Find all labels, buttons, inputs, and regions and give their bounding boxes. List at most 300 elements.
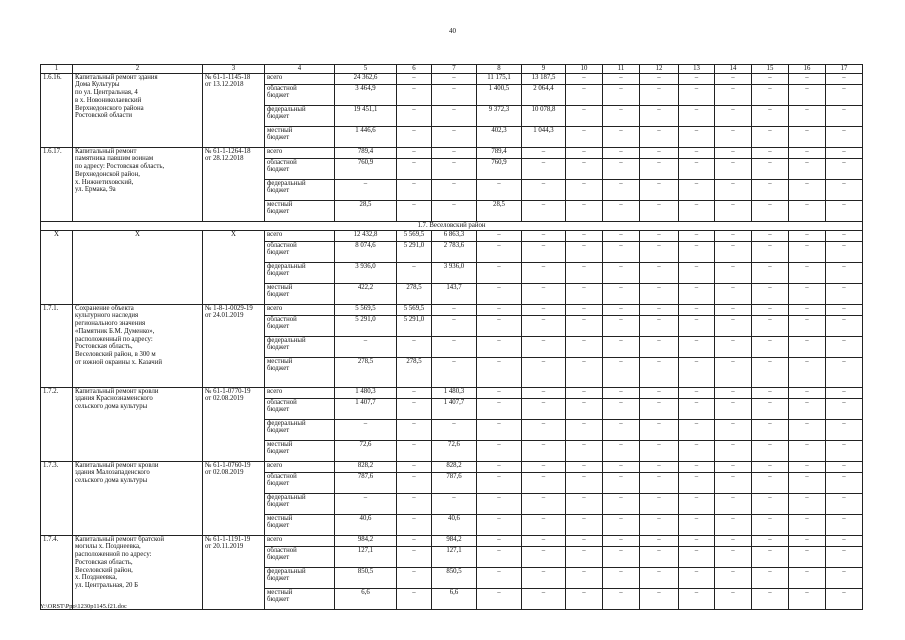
amount-cell: – [477,283,522,304]
column-number: 10 [566,65,603,74]
amount-cell: – [522,514,566,535]
amount-cell: – [752,304,789,315]
amount-cell: – [715,147,752,158]
amount-cell: – [522,230,566,241]
amount-cell: – [566,535,603,546]
section-row [41,221,863,230]
amount-cell: – [432,200,477,221]
amount-cell: 6 863,3 [432,230,477,241]
amount-cell: – [789,588,826,609]
item-number: 1.6.17. [41,147,73,221]
amount-cell: – [477,546,522,567]
funding-source: местный бюджет [265,440,335,461]
amount-cell: – [640,461,679,472]
amount-cell: – [477,398,522,419]
amount-cell: – [715,283,752,304]
amount-cell: – [679,514,715,535]
amount-cell: – [826,567,863,588]
amount-cell: – [640,179,679,200]
amount-cell: – [640,546,679,567]
amount-cell: – [640,387,679,398]
amount-cell: – [603,73,640,84]
amount-cell: – [522,336,566,357]
table-row [41,230,863,241]
amount-cell: – [335,493,397,514]
item-number: 1.6.16. [41,73,73,147]
amount-cell: – [522,179,566,200]
amount-cell: – [397,387,432,398]
amount-cell: – [566,567,603,588]
funding-source: всего [265,73,335,84]
amount-cell: – [432,304,477,315]
amount-cell: 40,6 [432,514,477,535]
amount-cell: – [789,304,826,315]
amount-cell: – [752,535,789,546]
amount-cell: – [715,241,752,262]
item-name: Х [73,230,203,304]
item-document: № 61-1-1264-18 от 28.12.2018 [203,147,265,221]
amount-cell: – [522,304,566,315]
amount-cell: – [679,73,715,84]
funding-source: областной бюджет [265,546,335,567]
amount-cell: – [522,315,566,336]
amount-cell: – [603,336,640,357]
amount-cell: – [752,315,789,336]
amount-cell: – [826,200,863,221]
amount-cell: – [640,230,679,241]
amount-cell: – [679,105,715,126]
amount-cell: – [789,440,826,461]
amount-cell: – [752,283,789,304]
amount-cell: – [640,315,679,336]
amount-cell: – [522,387,566,398]
amount-cell: – [715,262,752,283]
amount-cell: 127,1 [432,546,477,567]
funding-source: местный бюджет [265,588,335,609]
amount-cell: 828,2 [335,461,397,472]
amount-cell: – [522,567,566,588]
amount-cell: 5 291,0 [397,315,432,336]
amount-cell: – [566,514,603,535]
amount-cell: 1 044,3 [522,126,566,147]
amount-cell: – [752,567,789,588]
amount-cell: – [826,84,863,105]
column-number: 9 [522,65,566,74]
amount-cell: – [789,357,826,387]
amount-cell: – [679,126,715,147]
amount-cell: – [603,588,640,609]
item-name: Сохранение объекта культурного наследия регионального значения «Памятник Б.М. Думенко», расположенный по адресу: Ростовская область, Веселовский район, в 300 м от южной окраины х. Казачий [73,304,203,387]
amount-cell: 760,9 [335,158,397,179]
amount-cell: – [522,588,566,609]
amount-cell: – [752,546,789,567]
funding-source: федеральный бюджет [265,567,335,588]
amount-cell: – [603,105,640,126]
amount-cell: – [566,126,603,147]
amount-cell: – [752,398,789,419]
amount-cell: – [715,200,752,221]
amount-cell: – [477,241,522,262]
item-number: Х [41,230,73,304]
column-number: 13 [679,65,715,74]
table-row [41,73,863,84]
column-number: 6 [397,65,432,74]
amount-cell: – [679,535,715,546]
amount-cell: – [789,262,826,283]
funding-source: областной бюджет [265,84,335,105]
amount-cell: – [566,304,603,315]
amount-cell: – [397,126,432,147]
amount-cell: – [432,105,477,126]
funding-source: местный бюджет [265,283,335,304]
amount-cell: – [640,158,679,179]
amount-cell: – [715,230,752,241]
amount-cell: – [679,493,715,514]
amount-cell: – [432,126,477,147]
amount-cell: – [752,147,789,158]
amount-cell: – [789,230,826,241]
amount-cell: – [566,158,603,179]
amount-cell: – [522,398,566,419]
amount-cell: – [789,567,826,588]
amount-cell: – [752,262,789,283]
amount-cell: – [789,387,826,398]
amount-cell: – [640,105,679,126]
amount-cell: – [679,315,715,336]
amount-cell: – [477,387,522,398]
amount-cell: 984,2 [432,535,477,546]
amount-cell: – [826,147,863,158]
amount-cell: – [789,472,826,493]
amount-cell: – [603,514,640,535]
amount-cell: 5 569,5 [397,304,432,315]
amount-cell: – [603,241,640,262]
amount-cell: – [679,147,715,158]
amount-cell: – [566,147,603,158]
amount-cell: 28,5 [477,200,522,221]
amount-cell: – [522,461,566,472]
amount-cell: – [826,419,863,440]
amount-cell: – [566,315,603,336]
amount-cell: – [397,440,432,461]
amount-cell: – [679,336,715,357]
amount-cell: – [826,387,863,398]
amount-cell: – [715,472,752,493]
amount-cell: – [566,472,603,493]
amount-cell: – [477,304,522,315]
amount-cell: – [603,315,640,336]
amount-cell: – [715,304,752,315]
amount-cell: – [566,179,603,200]
item-document: № 61-1-1145-18 от 13.12.2018 [203,73,265,147]
amount-cell: – [603,440,640,461]
amount-cell: – [603,84,640,105]
funding-source: местный бюджет [265,200,335,221]
amount-cell: – [640,472,679,493]
amount-cell: – [715,387,752,398]
column-number: 5 [335,65,397,74]
amount-cell: – [397,588,432,609]
amount-cell: – [826,493,863,514]
amount-cell: – [397,84,432,105]
item-name: Капитальный ремонт кровли здания Краснознаменского сельского дома культуры [73,387,203,461]
funding-source: всего [265,230,335,241]
amount-cell: – [477,567,522,588]
amount-cell: – [826,179,863,200]
item-number: 1.7.1. [41,304,73,387]
amount-cell: 9 372,3 [477,105,522,126]
amount-cell: – [566,398,603,419]
amount-cell: – [397,200,432,221]
funding-source: федеральный бюджет [265,179,335,200]
amount-cell: – [826,472,863,493]
amount-cell: – [477,514,522,535]
amount-cell: – [679,461,715,472]
funding-source: федеральный бюджет [265,105,335,126]
item-name: Капитальный ремонт памятника павшим воинам по адресу: Ростовская область, Верхнедонской район, х. Нижнетиховский, ул. Ермака, 9а [73,147,203,221]
amount-cell: – [397,546,432,567]
amount-cell: – [640,493,679,514]
amount-cell: – [715,461,752,472]
amount-cell: – [752,419,789,440]
amount-cell: – [752,179,789,200]
amount-cell: – [640,514,679,535]
amount-cell: – [603,493,640,514]
amount-cell: – [566,440,603,461]
amount-cell: – [603,398,640,419]
amount-cell: – [566,546,603,567]
amount-cell: – [826,535,863,546]
amount-cell: – [603,179,640,200]
amount-cell: – [826,241,863,262]
amount-cell: – [603,387,640,398]
amount-cell: – [826,315,863,336]
funding-source: федеральный бюджет [265,493,335,514]
amount-cell: – [752,336,789,357]
amount-cell: – [715,336,752,357]
amount-cell: – [397,73,432,84]
amount-cell: – [640,535,679,546]
funding-source: всего [265,147,335,158]
amount-cell: – [522,357,566,387]
amount-cell: 19 451,1 [335,105,397,126]
amount-cell: – [477,419,522,440]
amount-cell: 24 362,6 [335,73,397,84]
amount-cell: – [477,461,522,472]
amount-cell: 422,2 [335,283,397,304]
amount-cell: 6,6 [335,588,397,609]
amount-cell: – [640,147,679,158]
amount-cell: – [432,147,477,158]
amount-cell: 278,5 [335,357,397,387]
amount-cell: – [432,179,477,200]
amount-cell: – [640,357,679,387]
table-row [41,535,863,546]
amount-cell: – [679,357,715,387]
amount-cell: – [603,304,640,315]
amount-cell: 72,6 [432,440,477,461]
amount-cell: – [826,105,863,126]
amount-cell: – [715,179,752,200]
amount-cell: – [432,419,477,440]
amount-cell: – [752,387,789,398]
amount-cell: 2 064,4 [522,84,566,105]
amount-cell: 6,6 [432,588,477,609]
amount-cell: – [679,283,715,304]
amount-cell: – [640,398,679,419]
amount-cell: – [522,283,566,304]
amount-cell: – [603,567,640,588]
amount-cell: – [715,84,752,105]
amount-cell: – [715,567,752,588]
amount-cell: – [826,283,863,304]
amount-cell: 278,5 [397,357,432,387]
amount-cell: – [789,147,826,158]
item-document: № 1-8-1-0029-19 от 24.01.2019 [203,304,265,387]
amount-cell: – [826,398,863,419]
amount-cell: – [397,535,432,546]
amount-cell: – [826,73,863,84]
amount-cell: – [603,357,640,387]
amount-cell: – [432,73,477,84]
amount-cell: – [566,461,603,472]
amount-cell: – [679,200,715,221]
column-number: 3 [203,65,265,74]
column-number: 1 [41,65,73,74]
column-number: 7 [432,65,477,74]
amount-cell: – [679,419,715,440]
amount-cell: – [715,73,752,84]
amount-cell: – [566,336,603,357]
amount-cell: – [522,200,566,221]
amount-cell: – [752,472,789,493]
column-number: 12 [640,65,679,74]
amount-cell: – [752,461,789,472]
amount-cell: – [640,588,679,609]
amount-cell: – [826,336,863,357]
amount-cell: – [715,315,752,336]
amount-cell: – [522,147,566,158]
amount-cell: – [640,304,679,315]
amount-cell: – [335,179,397,200]
amount-cell: – [679,158,715,179]
amount-cell: – [397,158,432,179]
column-number: 15 [752,65,789,74]
amount-cell: – [752,126,789,147]
amount-cell: – [566,283,603,304]
amount-cell: – [397,419,432,440]
table-row [41,304,863,315]
amount-cell: – [679,440,715,461]
amount-cell: 1 407,7 [432,398,477,419]
amount-cell: – [566,200,603,221]
column-number: 17 [826,65,863,74]
amount-cell: – [789,398,826,419]
amount-cell: – [640,440,679,461]
amount-cell: – [432,158,477,179]
amount-cell: – [522,493,566,514]
amount-cell: 760,9 [477,158,522,179]
amount-cell: – [432,357,477,387]
funding-source: федеральный бюджет [265,419,335,440]
amount-cell: 787,6 [432,472,477,493]
amount-cell: – [397,147,432,158]
amount-cell: – [566,419,603,440]
amount-cell: – [826,440,863,461]
amount-cell: – [679,387,715,398]
item-name: Капитальный ремонт здания Дома Культуры по ул. Центральная, 4 в х. Новониколаевский Верхнедонского района Ростовской области [73,73,203,147]
amount-cell: 1 480,3 [335,387,397,398]
amount-cell: – [752,440,789,461]
item-number: 1.7.3. [41,461,73,535]
funding-source: областной бюджет [265,315,335,336]
amount-cell: – [566,73,603,84]
amount-cell: – [679,567,715,588]
amount-cell: – [603,158,640,179]
amount-cell: – [335,336,397,357]
funding-source: местный бюджет [265,357,335,387]
amount-cell: – [789,158,826,179]
table-row [41,147,863,158]
amount-cell: – [640,567,679,588]
amount-cell: – [752,84,789,105]
item-document: Х [203,230,265,304]
amount-cell: – [603,147,640,158]
amount-cell: – [789,241,826,262]
amount-cell: – [397,493,432,514]
amount-cell: – [566,493,603,514]
item-name: Капитальный ремонт братской могилы х. Позднеевка, расположенной по адресу: Ростовская область, Веселовский район, х. Позднеевка, ул. Центральная, 20 Б [73,535,203,609]
amount-cell: – [752,357,789,387]
amount-cell: – [477,440,522,461]
amount-cell: 3 464,9 [335,84,397,105]
column-number: 8 [477,65,522,74]
amount-cell: – [477,588,522,609]
amount-cell: – [715,357,752,387]
amount-cell: – [397,567,432,588]
amount-cell: – [432,493,477,514]
amount-cell: – [752,514,789,535]
amount-cell: 789,4 [335,147,397,158]
amount-cell: – [679,241,715,262]
table-row [41,461,863,472]
amount-cell: – [789,546,826,567]
amount-cell: – [752,241,789,262]
amount-cell: – [397,472,432,493]
item-document: № 61-1-0770-19 от 02.08.2019 [203,387,265,461]
column-number: 16 [789,65,826,74]
amount-cell: 789,4 [477,147,522,158]
amount-cell: – [603,126,640,147]
amount-cell: – [477,315,522,336]
amount-cell: 1 407,7 [335,398,397,419]
amount-cell: 3 936,0 [432,262,477,283]
amount-cell: – [679,588,715,609]
column-number-row [41,65,863,74]
column-number: 4 [265,65,335,74]
amount-cell: – [789,84,826,105]
amount-cell: 2 783,6 [432,241,477,262]
amount-cell: – [789,493,826,514]
amount-cell: 1 480,3 [432,387,477,398]
item-name: Капитальный ремонт кровли здания Малозападенского сельского дома культуры [73,461,203,535]
amount-cell: 1 400,5 [477,84,522,105]
amount-cell: – [789,105,826,126]
amount-cell: – [397,514,432,535]
amount-cell: – [640,200,679,221]
column-number: 11 [603,65,640,74]
amount-cell: – [477,179,522,200]
